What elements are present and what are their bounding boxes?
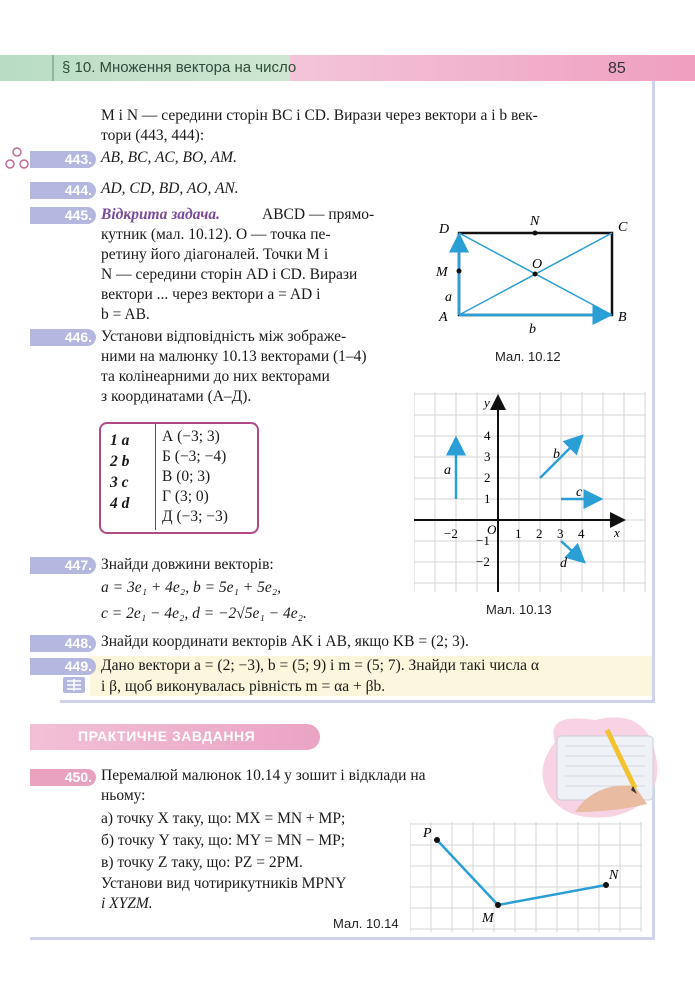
point-label: C	[618, 220, 628, 235]
problem-text: Перемалюй малюнок 10.14 у зошит і відклади на	[101, 767, 426, 784]
problem-number: 447.	[30, 557, 96, 574]
vector-label: c	[576, 485, 583, 500]
tick-label: 4	[578, 526, 585, 541]
problem-number: 449.	[30, 658, 96, 675]
problem-text: ними на малюнку 10.13 векторами (1–4)	[101, 348, 367, 365]
problem-text: Установи відповідність між зображе-	[101, 328, 347, 345]
vector-label: b	[529, 322, 536, 337]
point-label: D	[439, 222, 450, 237]
problem-text: а) точку X таку, що: MX = MN + MP;	[101, 810, 346, 827]
vector-label: d	[560, 556, 567, 571]
point-label: N	[609, 868, 619, 883]
problem-text: ретину його діагоналей. Точки M і	[101, 246, 329, 263]
point-label: P	[423, 826, 432, 841]
frame-line	[30, 937, 655, 940]
problem-text: та колінеарними до них векторами	[101, 368, 330, 385]
tick-label: 1	[515, 526, 522, 541]
point-label: A	[439, 310, 448, 325]
match-right-item: В (0; 3)	[162, 468, 211, 485]
match-right-item: А (−3; 3)	[162, 428, 220, 445]
problem-text: Дано вектори a = (2; −3), b = (5; 9) і m = (5; 7). Знайди такі числа α	[101, 657, 539, 674]
problem-text: і XYZM.	[101, 895, 153, 912]
match-left-item: 1 a	[110, 432, 130, 449]
figure-caption: Мал. 10.13	[486, 602, 552, 617]
problem-number: 445.	[30, 207, 96, 224]
practical-title: ПРАКТИЧНЕ ЗАВДАННЯ	[78, 728, 256, 744]
problem-text: ньому:	[101, 787, 146, 804]
vector-label: b	[553, 447, 560, 462]
match-left-item: 2 b	[110, 453, 130, 470]
figure-caption: Мал. 10.14	[333, 916, 399, 931]
drawing-hand-illustration	[535, 712, 665, 824]
open-task-label: Відкрита задача.	[101, 206, 221, 223]
tick-label: −2	[444, 526, 458, 541]
tick-label: O	[487, 522, 497, 537]
problem-text: ABCD — прямо-	[262, 206, 375, 223]
figure-10-13	[414, 392, 646, 592]
problem-text: б) точку Y таку, що: MY = MN − MP;	[101, 832, 346, 849]
tick-label: −2	[476, 554, 490, 569]
axis-label: x	[614, 525, 620, 540]
figure-caption: Мал. 10.12	[495, 349, 561, 364]
match-left-item: 3 c	[110, 474, 129, 491]
problem-text: вектори ... через вектори a = AD і	[101, 286, 321, 303]
axis-label: y	[484, 395, 490, 410]
point-label: M	[436, 265, 448, 280]
matching-divider	[155, 424, 156, 530]
figure-10-12	[425, 205, 645, 340]
problem-text: в) точку Z таку, що: PZ = 2PM.	[101, 854, 303, 871]
header-band-pink	[290, 55, 695, 81]
page-number: 85	[608, 60, 626, 77]
problem-number: 448.	[30, 635, 96, 652]
point-label: M	[482, 911, 494, 926]
section-title: § 10. Множення вектора на число	[62, 59, 297, 76]
tick-label: 4	[484, 428, 491, 443]
problem-number: 444.	[30, 182, 96, 199]
match-right-item: Г (3; 0)	[162, 488, 209, 505]
problem-text: Знайди довжини векторів:	[101, 556, 274, 573]
frame-line	[60, 700, 655, 703]
tick-label: 3	[484, 449, 491, 464]
point-label: B	[618, 310, 627, 325]
problem-text: кутник (мал. 10.12). O — точка пе-	[101, 226, 331, 243]
match-right-item: Д (−3; −3)	[162, 508, 228, 525]
group-work-icon	[4, 146, 30, 172]
problem-number: 443.	[30, 151, 96, 168]
problem-text: з координатами (А–Д).	[101, 388, 252, 405]
tick-label: 2	[536, 526, 543, 541]
problem-number: 446.	[30, 329, 96, 346]
problem-text: і β, щоб виконувалась рівність m = αa + βb.	[101, 678, 386, 695]
problem-text: Знайди координати векторів AK і AB, якщо KB = (2; 3).	[101, 633, 469, 650]
tick-label: 3	[557, 526, 564, 541]
problem-text: N — середини сторін AD і CD. Вирази	[101, 266, 358, 283]
problem-text: AD, CD, BD, AO, AN.	[101, 180, 239, 197]
tick-label: 1	[484, 491, 491, 506]
problem-text: b = AB.	[101, 306, 150, 323]
problem-number: 450.	[30, 769, 96, 786]
intro-line: тори (443, 444):	[101, 127, 205, 144]
problem-text: AB, BC, AC, BO, AM.	[101, 149, 237, 166]
problem-formula: a = 3e₁ + 4e₂, b = 5e₁ + 5e₂,	[101, 579, 282, 596]
tick-label: −1	[476, 533, 490, 548]
problem-formula: c = 2e₁ − 4e₂, d = −2√5e₁ − 4e₂.	[101, 605, 307, 622]
match-left-item: 4 d	[110, 495, 130, 512]
header-separator	[52, 55, 54, 81]
problem-text: Установи вид чотирикутників MPNY	[101, 875, 347, 892]
point-label: N	[530, 214, 540, 229]
match-right-item: Б (−3; −4)	[162, 448, 227, 465]
vector-label: a	[444, 463, 451, 478]
frame-line	[652, 81, 655, 701]
intro-line: M і N — середини сторін BC і CD. Вирази через вектори a і b век-	[101, 107, 538, 124]
point-label: O	[532, 257, 543, 272]
difficulty-icon	[62, 675, 86, 695]
vector-label: a	[445, 290, 452, 305]
tick-label: 2	[484, 470, 491, 485]
figure-10-14	[410, 822, 642, 932]
